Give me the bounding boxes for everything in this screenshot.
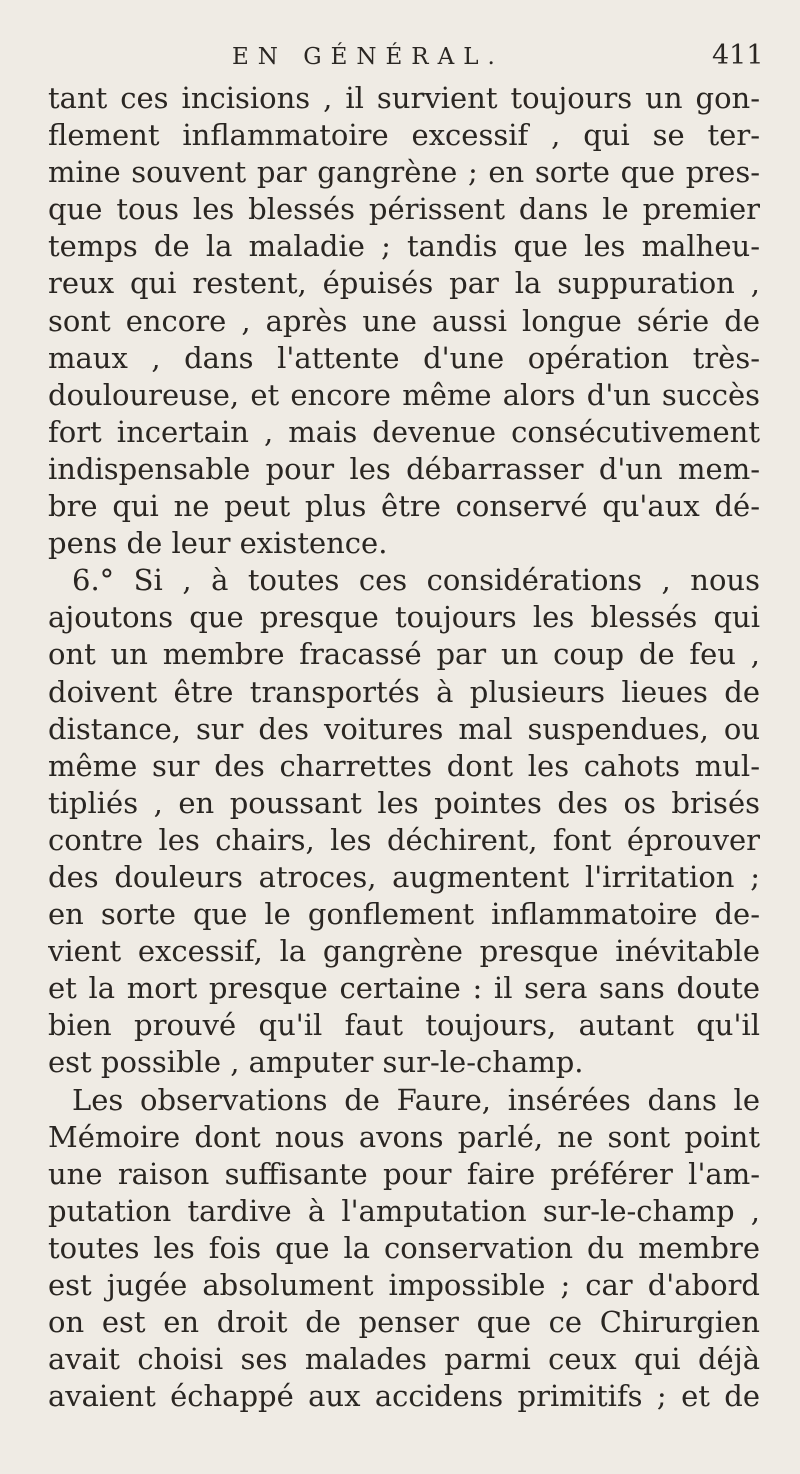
- text-line: pens de leur existence.: [48, 526, 388, 561]
- text-line: tant ces incisions , il survient toujours un gon-: [48, 81, 760, 115]
- text-line: que tous les blessés périssent dans le premier: [48, 192, 760, 227]
- text-line: 6.° Si , à toutes ces considérations , nous: [72, 563, 760, 598]
- text-line: avaient échappé aux accidens primitifs ; et de: [48, 1379, 760, 1414]
- text-line: bre qui ne peut plus être conservé qu'aux dé-: [48, 489, 760, 524]
- text-line: flement inflammatoire excessif , qui se ter-: [48, 118, 760, 153]
- text-line: contre les chairs, les déchirent, font éprouver: [48, 822, 760, 857]
- text-line: Mémoire dont nous avons parlé, ne sont point: [48, 1119, 760, 1154]
- text-line: maux , dans l'attente d'une opération très-: [48, 340, 760, 375]
- text-line: reux qui restent, épuisés par la suppuration ,: [48, 266, 760, 301]
- text-line: fort incertain , mais devenue consécutivement: [48, 414, 760, 449]
- body-text: [48, 80, 760, 1415]
- text-line: même sur des charrettes dont les cahots mul-: [48, 748, 760, 783]
- text-line: une raison suffisante pour faire préférer l'am-: [48, 1156, 760, 1191]
- text-line: douloureuse, et encore même alors d'un succès: [48, 377, 760, 412]
- text-line: sont encore , après une aussi longue série de: [48, 303, 760, 338]
- text-line: est jugée absolument impossible ; car d'abord: [48, 1268, 760, 1302]
- text-line: toutes les fois que la conservation du membre: [48, 1230, 760, 1265]
- text-line: mine souvent par gangrène ; en sorte que pres-: [48, 155, 760, 190]
- text-line: bien prouvé qu'il faut toujours, autant qu'il: [48, 1008, 760, 1043]
- text-line: ont un membre fracassé par un coup de feu ,: [48, 637, 760, 672]
- text-line: tipliés , en poussant les pointes des os brisés: [48, 785, 760, 820]
- text-line: en sorte que le gonflement inflammatoire de-: [48, 897, 760, 932]
- text-line: distance, sur des voitures mal suspendues, ou: [48, 711, 760, 746]
- text-line: indispensable pour les débarrasser d'un mem-: [48, 451, 760, 486]
- text-line: doivent être transportés à plusieurs lieues de: [48, 674, 760, 709]
- text-line: putation tardive à l'amputation sur-le-champ ,: [48, 1193, 760, 1228]
- text-line: est possible , amputer sur-le-champ.: [48, 1045, 584, 1080]
- page-number: 411: [712, 40, 764, 71]
- text-line: Les observations de Faure, insérées dans le: [72, 1082, 760, 1117]
- text-line: des douleurs atroces, augmentent l'irritation ;: [48, 859, 760, 894]
- text-line: on est en droit de penser que ce Chirurgien: [48, 1305, 760, 1340]
- text-line: ajoutons que presque toujours les blessés qui: [48, 600, 760, 635]
- text-line: et la mort presque certaine : il sera sans doute: [48, 971, 760, 1006]
- text-line: vient excessif, la gangrène presque inévitable: [48, 934, 760, 969]
- text-line: temps de la maladie ; tandis que les malheu-: [48, 229, 760, 264]
- text-line: avait choisi ses malades parmi ceux qui déjà: [48, 1342, 760, 1377]
- running-head: EN GÉNÉRAL.: [232, 44, 504, 70]
